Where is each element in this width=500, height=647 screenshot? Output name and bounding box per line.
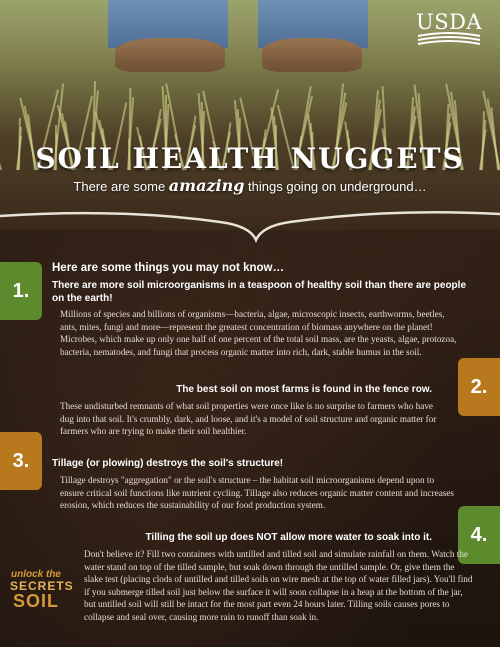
usda-logo-arc-icon bbox=[416, 32, 482, 48]
nugget-1-number: 1. bbox=[0, 262, 42, 320]
nugget-3-body: Tillage destroys "aggregation" or the soil's structure – the habitat soil microorganisms depend upon to ensure critical soil functions like nutrient cycling. Tillage also reduces organic matter content and increases erosion, which reduces the sustainability of our food production system. bbox=[60, 475, 455, 511]
nugget-2-body: These undisturbed remnants of what soil properties were once like is no surprise to farmers who have dug into that soil. It's crumbly, dark, and loose, and it's a model of soil structure and organic matter for farmers who are trying to make their soil healthier. bbox=[60, 401, 437, 437]
campaign-line1: unlock the bbox=[10, 569, 61, 580]
nugget-2-number: 2. bbox=[458, 358, 500, 416]
intro-heading: Here are some things you may not know… bbox=[52, 262, 284, 274]
nugget-2-heading: The best soil on most farms is found in the fence row. bbox=[176, 384, 432, 395]
wave-divider bbox=[0, 200, 500, 246]
nugget-3-number: 3. bbox=[0, 432, 42, 490]
unlock-secrets-soil-logo bbox=[10, 569, 74, 611]
usda-logo bbox=[416, 10, 482, 48]
campaign-line3: SOIL bbox=[12, 591, 59, 611]
nugget-1-body: Millions of species and billions of organisms—bacteria, algae, microscopic insects, earthworms, beetles, ants, mites, fungi and more—represent the greatest concentration of biomass anywhere on the planet! Microbes, which make up only one half of one percent of the total soil mass, are the yeasts, algae, protozoa, bacteria, nematodes, and fungi that process organic matter into rich, dark, stable humus in the soil. bbox=[60, 309, 457, 357]
page-subtitle bbox=[0, 176, 500, 195]
shoe-left bbox=[115, 38, 225, 72]
nugget-4-number: 4. bbox=[458, 506, 500, 564]
usda-logo-text: USDA bbox=[416, 10, 483, 34]
nugget-4-heading: Tilling the soil up does NOT allow more water to soak into it. bbox=[145, 532, 432, 543]
page-title: SOIL HEALTH NUGGETS bbox=[35, 142, 465, 175]
subtitle-emphasis: amazing bbox=[168, 176, 245, 195]
nugget-4-body: Don't believe it? Fill two containers with untilled and tilled soil and simulate rainfall on them. Watch the water stand on top of the tilled sample, but soak down through the untilled sample. Or, give them the slake test (placing clods of untilled and tilled soils on wire mesh at the top of water filled jars). You'll find if you submerge tilled soil just below the surface it will soon collapse in a heap at the bottom of the jar, but untilled soil will still be intact for the most part even 24 hours later. Tilling soils causes pores to collapse and seal over, causing more rain to runoff than soak in. bbox=[84, 549, 473, 622]
shoe-right bbox=[262, 38, 362, 72]
subtitle-before: There are some bbox=[73, 179, 169, 194]
nugget-3-heading: Tillage (or plowing) destroys the soil's structure! bbox=[52, 458, 284, 469]
campaign-line2: SECRETS bbox=[10, 579, 74, 593]
nugget-1-heading: There are more soil microorganisms in a teaspoon of healthy soil than there are people on the earth! bbox=[52, 280, 466, 304]
subtitle-after: things going on underground… bbox=[244, 179, 427, 194]
